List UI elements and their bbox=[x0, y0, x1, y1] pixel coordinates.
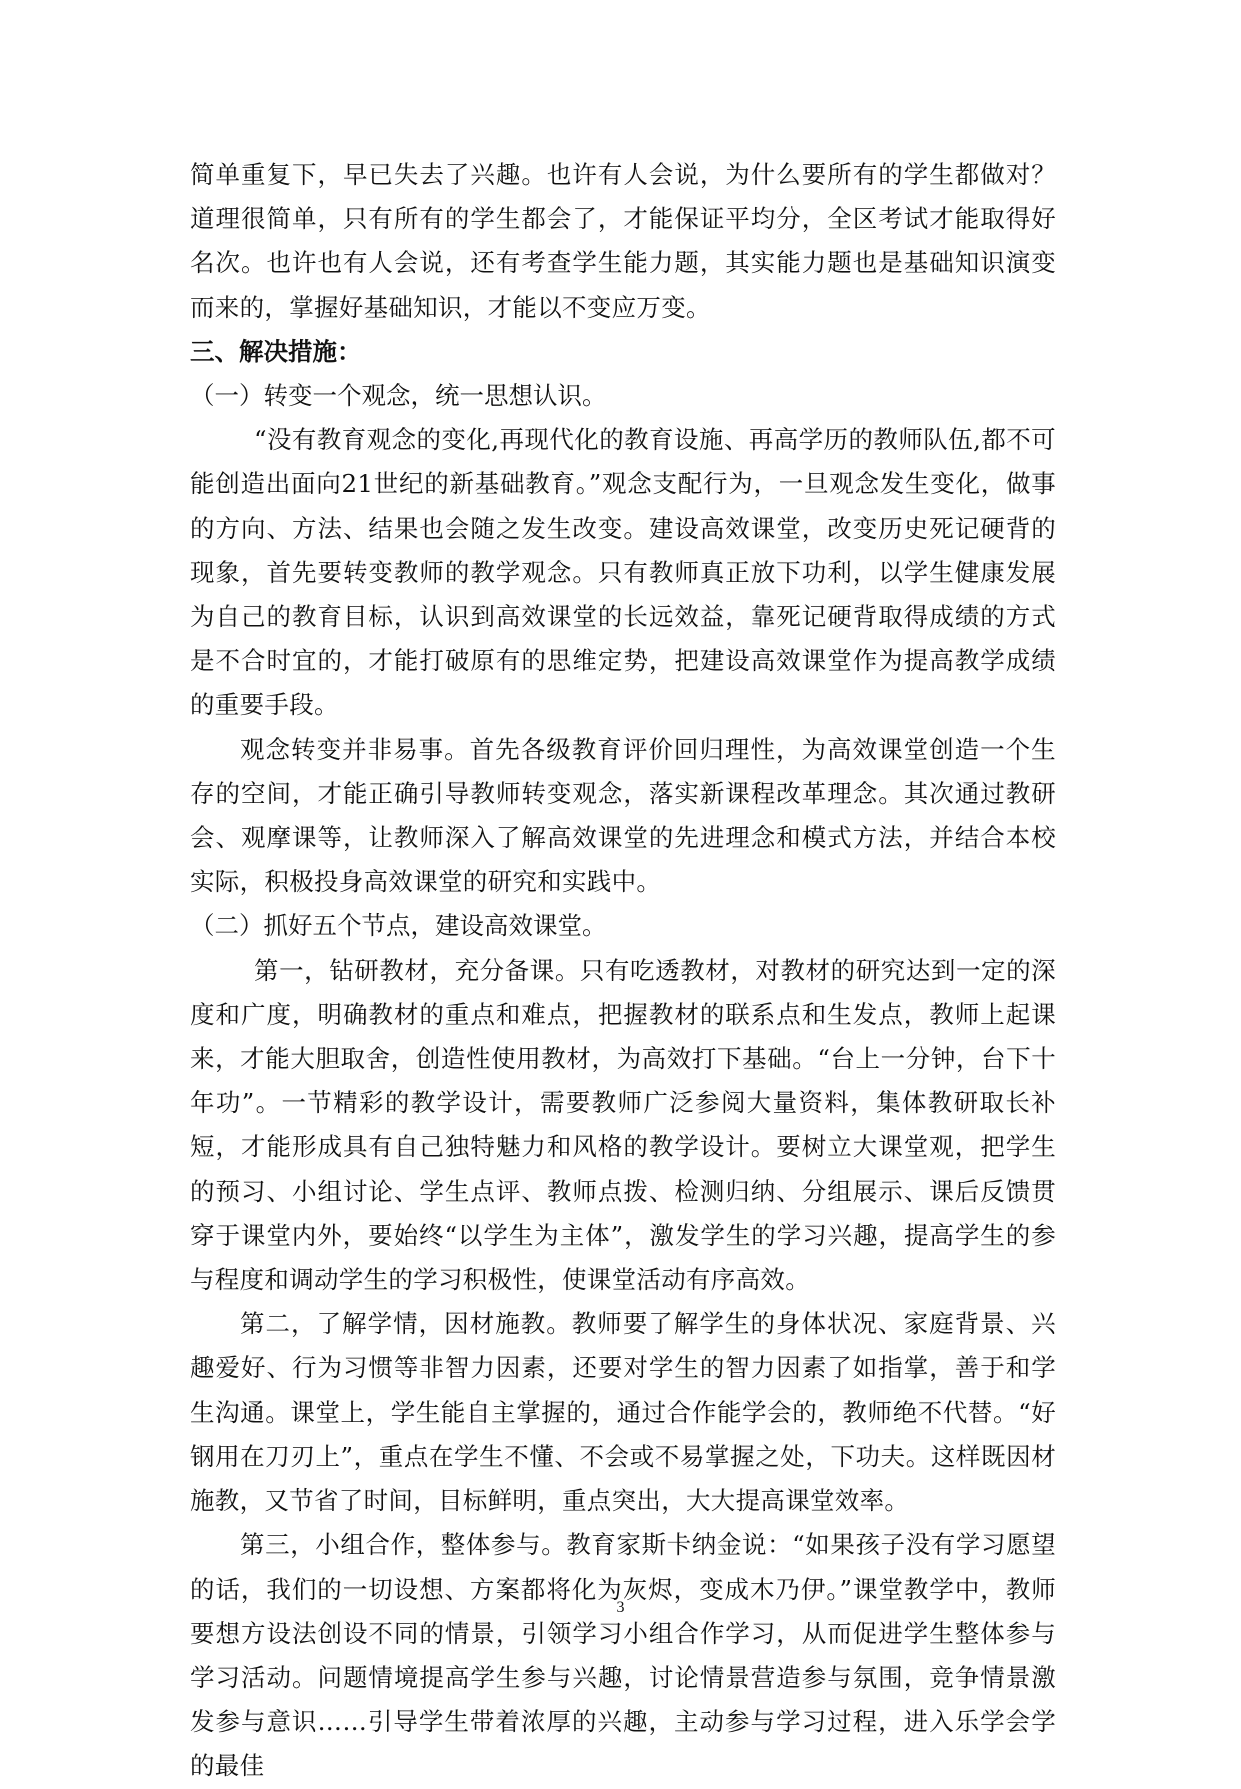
subsection-heading-2: （二）抓好五个节点，建设高效课堂。 bbox=[190, 911, 607, 941]
page-number: 3 bbox=[616, 1599, 625, 1616]
paragraph-concept-difficulty: 观念转变并非易事。首先各级教育评价回归理性，为高效课堂创造一个生存的空间，才能正确引导教师转变观念，落实新课程改革理念。其次通过教研会、观摩课等，让教师深入了解高效课堂的先进理念和模式方法，并结合本校实际，积极投身高效课堂的研究和实践中。 bbox=[190, 734, 1056, 897]
paragraph-point-one: 第一，钻研教材，充分备课。只有吃透教材，对教材的研究达到一定的深度和广度，明确教材的重点和难点，把握教材的联系点和生发点，教师上起课来，才能大胆取舍，创造性使用教材，为高效打下基础。“台上一分钟，台下十年功”。一节精彩的教学设计，需要教师广泛参阅大量资料，集体教研取长补短，才能形成具有自己独特魅力和风格的教学设计。要树立大课堂观，把学生的预习、小组讨论、学生点评、教师点拨、检测归纳、分组展示、课后反馈贯穿于课堂内外，要始终“以学生为主体”，激发学生的学习兴趣，提高学生的参与程度和调动学生的学习积极性，使课堂活动有序高效。 bbox=[190, 955, 1056, 1295]
paragraph-continued: 简单重复下，早已失去了兴趣。也许有人会说，为什么要所有的学生都做对？道理很简单，只有所有的学生都会了，才能保证平均分，全区考试才能取得好名次。也许也有人会说，还有考查学生能力题，其实能力题也是基础知识演变而来的，掌握好基础知识，才能以不变应万变。 bbox=[190, 160, 1056, 322]
section-heading: 三、解决措施： bbox=[190, 336, 362, 366]
paragraph-point-two: 第二，了解学情，因材施教。教师要了解学生的身体状况、家庭背景、兴趣爱好、行为习惯等非智力因素，还要对学生的智力因素了如指掌，善于和学生沟通。课堂上，学生能自主掌握的，通过合作能学会的，教师绝不代替。“好钢用在刀刃上”，重点在学生不懂、不会或不易掌握之处，下功夫。这样既因材施教，又节省了时间，目标鲜明，重点突出，大大提高课堂效率。 bbox=[190, 1309, 1056, 1516]
document-body bbox=[190, 153, 1056, 1789]
paragraph-point-three: 第三，小组合作，整体参与。教育家斯卡纳金说：“如果孩子没有学习愿望的话，我们的一切设想、方案都将化为灰烬，变成木乃伊。”课堂教学中，教师要想方设法创设不同的情景，引领学习小组合作学习，从而促进学生整体参与学习活动。问题情境提高学生参与兴趣，讨论情景营造参与氛围，竞争情景激发参与意识……引导学生带着浓厚的兴趣，主动参与学习过程，进入乐学会学的最佳 bbox=[190, 1530, 1056, 1781]
paragraph-concept-change: “没有教育观念的变化,再现代化的教育设施、再高学历的教师队伍,都不可能创造出面向21世纪的新基础教育。”观念支配行为，一旦观念发生变化，做事的方向、方法、结果也会随之发生改变。建设高效课堂，改变历史死记硬背的现象，首先要转变教师的教学观念。只有教师真正放下功利，以学生健康发展为自己的教育目标，认识到高效课堂的长远效益，靠死记硬背取得成绩的方式是不合时宜的，才能打破原有的思维定势，把建设高效课堂作为提高教学成绩的重要手段。 bbox=[190, 425, 1056, 720]
subsection-heading-1: （一）转变一个观念，统一思想认识。 bbox=[190, 381, 607, 411]
